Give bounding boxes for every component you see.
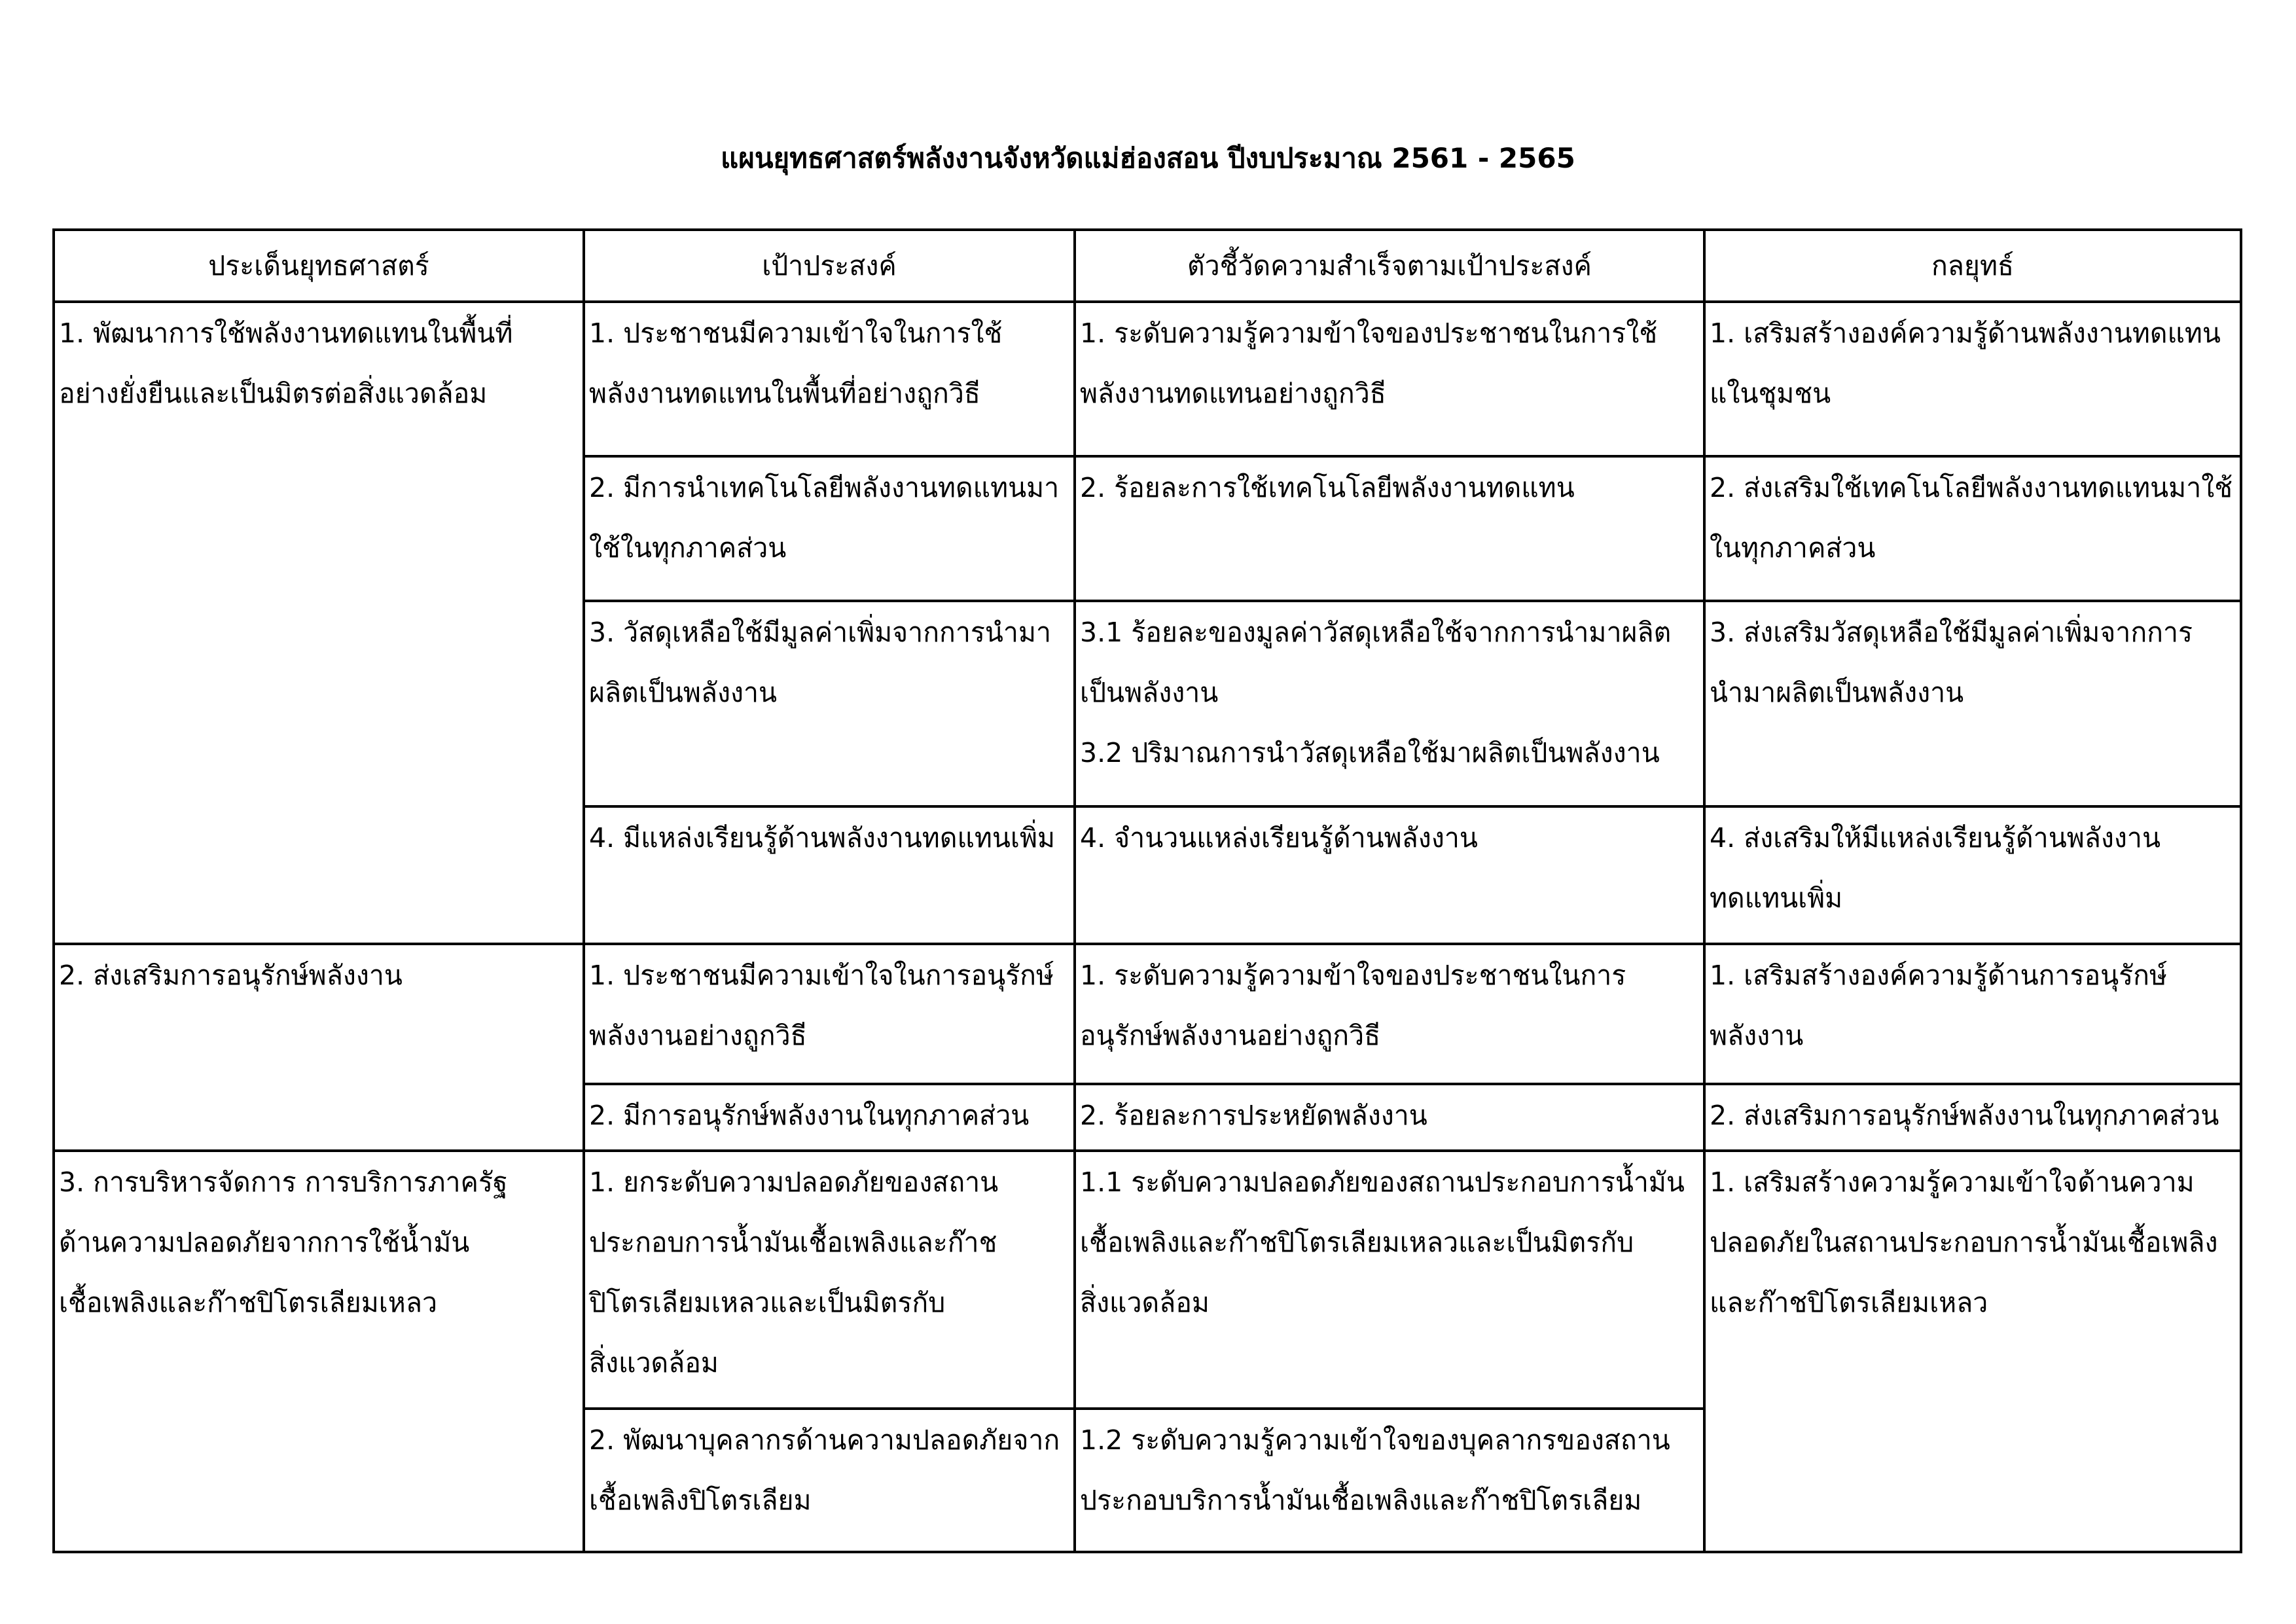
cell-text: เชื้อเพลิงและก๊าชปิโตรเลียมเหลวและเป็นมิตรกับ: [1080, 1227, 1634, 1258]
cell-text: เชื้อเพลิงและก๊าชปิโตรเลียมเหลว: [59, 1287, 437, 1318]
cell-text: 2. มีการอนุรักษ์พลังงานในทุกภาคส่วน: [589, 1100, 1030, 1131]
cell-text: 1. ประชาชนมีความเข้าใจในการใช้: [589, 317, 1003, 349]
cell-text: 2. ส่งเสริมใช้เทคโนโลยีพลังงานทดแทนมาใช้: [1710, 472, 2233, 503]
table-row: [54, 944, 2241, 1084]
strategy-cell: [1704, 456, 2241, 601]
strategy-cell: [1704, 302, 2241, 456]
cell-text: แในชุมชน: [1710, 378, 1831, 409]
cell-text: พลังงานทดแทนในพื้นที่อย่างถูกวิธี: [589, 378, 980, 409]
table-header-row: [54, 230, 2241, 302]
header-goal: เป้าประสงค์: [584, 230, 1075, 302]
cell-text: 3.2 ปริมาณการนำวัสดุเหลือใช้มาผลิตเป็นพลังงาน: [1080, 737, 1660, 768]
indicator-cell: [1075, 601, 1704, 806]
cell-text: พลังงานอย่างถูกวิธี: [589, 1020, 807, 1051]
header-indicator: ตัวชี้วัดความสำเร็จตามเป้าประสงค์: [1075, 230, 1704, 302]
strategy-cell: [1704, 944, 2241, 1084]
cell-text: 1. เสริมสร้างองค์ความรู้ด้านพลังงานทดแทน: [1710, 317, 2221, 349]
indicator-cell: [1075, 1151, 1704, 1409]
table-row: [54, 1151, 2241, 1409]
cell-text: ปลอดภัยในสถานประกอบการน้ำมันเชื้อเพลิง: [1710, 1227, 2218, 1258]
goal-cell: [584, 302, 1075, 456]
cell-text: 2. ส่งเสริมการอนุรักษ์พลังงานในทุกภาคส่วน: [1710, 1100, 2219, 1131]
goal-cell: [584, 601, 1075, 806]
strategy-cell: [1704, 601, 2241, 806]
cell-text: 2. พัฒนาบุคลากรด้านความปลอดภัยจาก: [589, 1424, 1060, 1456]
cell-text: พลังงาน: [1710, 1020, 1804, 1051]
cell-text: 3. การบริหารจัดการ การบริการภาครัฐ: [59, 1166, 508, 1198]
cell-text: ด้านความปลอดภัยจากการใช้น้ำมัน: [59, 1227, 470, 1258]
indicator-cell: [1075, 806, 1704, 944]
header-strategy: กลยุทธ์: [1704, 230, 2241, 302]
indicator-cell: [1075, 1409, 1704, 1552]
cell-text: ในทุกภาคส่วน: [1710, 532, 1876, 564]
cell-text: 1. เสริมสร้างความรู้ความเข้าใจด้านความ: [1710, 1166, 2195, 1198]
strategy-cell: [1704, 1151, 2241, 1552]
cell-text: อย่างยั่งยืนและเป็นมิตรต่อสิ่งแวดล้อม: [59, 378, 488, 409]
cell-text: พลังงานทดแทนอย่างถูกวิธี: [1080, 378, 1386, 409]
cell-text: เป็นพลังงาน: [1080, 677, 1219, 708]
cell-text: ประกอบบริการน้ำมันเชื้อเพลิงและก๊าชปิโตรเลียม: [1080, 1485, 1642, 1516]
page-title: แผนยุทธศาสตร์พลังงานจังหวัดแม่ฮ่องสอน ปีงบประมาณ 2561 - 2565: [721, 142, 1575, 174]
strategy-table: [52, 228, 2242, 1553]
indicator-cell: [1075, 456, 1704, 601]
cell-text: 2. มีการนำเทคโนโลยีพลังงานทดแทนมา: [589, 472, 1060, 503]
cell-text: สิ่งแวดล้อม: [589, 1347, 719, 1379]
cell-text: 4. จำนวนแหล่งเรียนรู้ด้านพลังงาน: [1080, 822, 1478, 854]
strategic-issue-cell: [54, 1151, 584, 1552]
cell-text: 3. ส่งเสริมวัสดุเหลือใช้มีมูลค่าเพิ่มจากการ: [1710, 617, 2193, 648]
strategy-cell: [1704, 1084, 2241, 1151]
goal-cell: [584, 1409, 1075, 1552]
cell-text: 1. ระดับความรู้ความข้าใจของประชาชนในการ: [1080, 960, 1626, 991]
cell-text: 1. ยกระดับความปลอดภัยของสถาน: [589, 1166, 999, 1198]
goal-cell: [584, 944, 1075, 1084]
strategic-issue-cell: [54, 302, 584, 944]
cell-text: และก๊าชปิโตรเลียมเหลว: [1710, 1287, 1988, 1318]
cell-text: 1.1 ระดับความปลอดภัยของสถานประกอบการน้ำมัน: [1080, 1166, 1685, 1198]
goal-cell: [584, 1151, 1075, 1409]
cell-text: 1. ระดับความรู้ความข้าใจของประชาชนในการใช้: [1080, 317, 1658, 349]
table-row: [54, 302, 2241, 456]
cell-text: สิ่งแวดล้อม: [1080, 1287, 1210, 1318]
cell-text: ทดแทนเพิ่ม: [1710, 882, 1843, 914]
cell-text: 2. ร้อยละการใช้เทคโนโลยีพลังงานทดแทน: [1080, 472, 1575, 503]
cell-text: ใช้ในทุกภาคส่วน: [589, 532, 787, 564]
cell-text: 4. ส่งเสริมให้มีแหล่งเรียนรู้ด้านพลังงาน: [1710, 822, 2161, 854]
cell-text: อนุรักษ์พลังงานอย่างถูกวิธี: [1080, 1020, 1381, 1051]
goal-cell: [584, 456, 1075, 601]
cell-text: 4. มีแหล่งเรียนรู้ด้านพลังงานทดแทนเพิ่ม: [589, 822, 1055, 854]
cell-text: 2. ร้อยละการประหยัดพลังงาน: [1080, 1100, 1427, 1131]
cell-text: นำมาผลิตเป็นพลังงาน: [1710, 677, 1964, 708]
cell-text: ผลิตเป็นพลังงาน: [589, 677, 778, 708]
cell-text: 1.2 ระดับความรู้ความเข้าใจของบุคลากรของสถาน: [1080, 1424, 1670, 1456]
cell-text: เชื้อเพลิงปิโตรเลียม: [589, 1485, 812, 1516]
cell-text: 1. พัฒนาการใช้พลังงานทดแทนในพื้นที่: [59, 317, 513, 349]
indicator-cell: [1075, 302, 1704, 456]
goal-cell: [584, 806, 1075, 944]
header-strategic-issue: ประเด็นยุทธศาสตร์: [54, 230, 584, 302]
indicator-cell: [1075, 1084, 1704, 1151]
cell-text: 2. ส่งเสริมการอนุรักษ์พลังงาน: [59, 960, 403, 991]
strategic-issue-cell: [54, 944, 584, 1151]
cell-text: 1. ประชาชนมีความเข้าใจในการอนุรักษ์: [589, 960, 1054, 991]
cell-text: ประกอบการน้ำมันเชื้อเพลิงและก๊าช: [589, 1227, 997, 1258]
strategy-cell: [1704, 806, 2241, 944]
cell-text: 3. วัสดุเหลือใช้มีมูลค่าเพิ่มจากการนำมา: [589, 617, 1051, 648]
goal-cell: [584, 1084, 1075, 1151]
cell-text: ปิโตรเลียมเหลวและเป็นมิตรกับ: [589, 1287, 946, 1318]
cell-text: 1. เสริมสร้างองค์ความรู้ด้านการอนุรักษ์: [1710, 960, 2167, 991]
cell-text: 3.1 ร้อยละของมูลค่าวัสดุเหลือใช้จากการนำมาผลิต: [1080, 617, 1672, 648]
indicator-cell: [1075, 944, 1704, 1084]
